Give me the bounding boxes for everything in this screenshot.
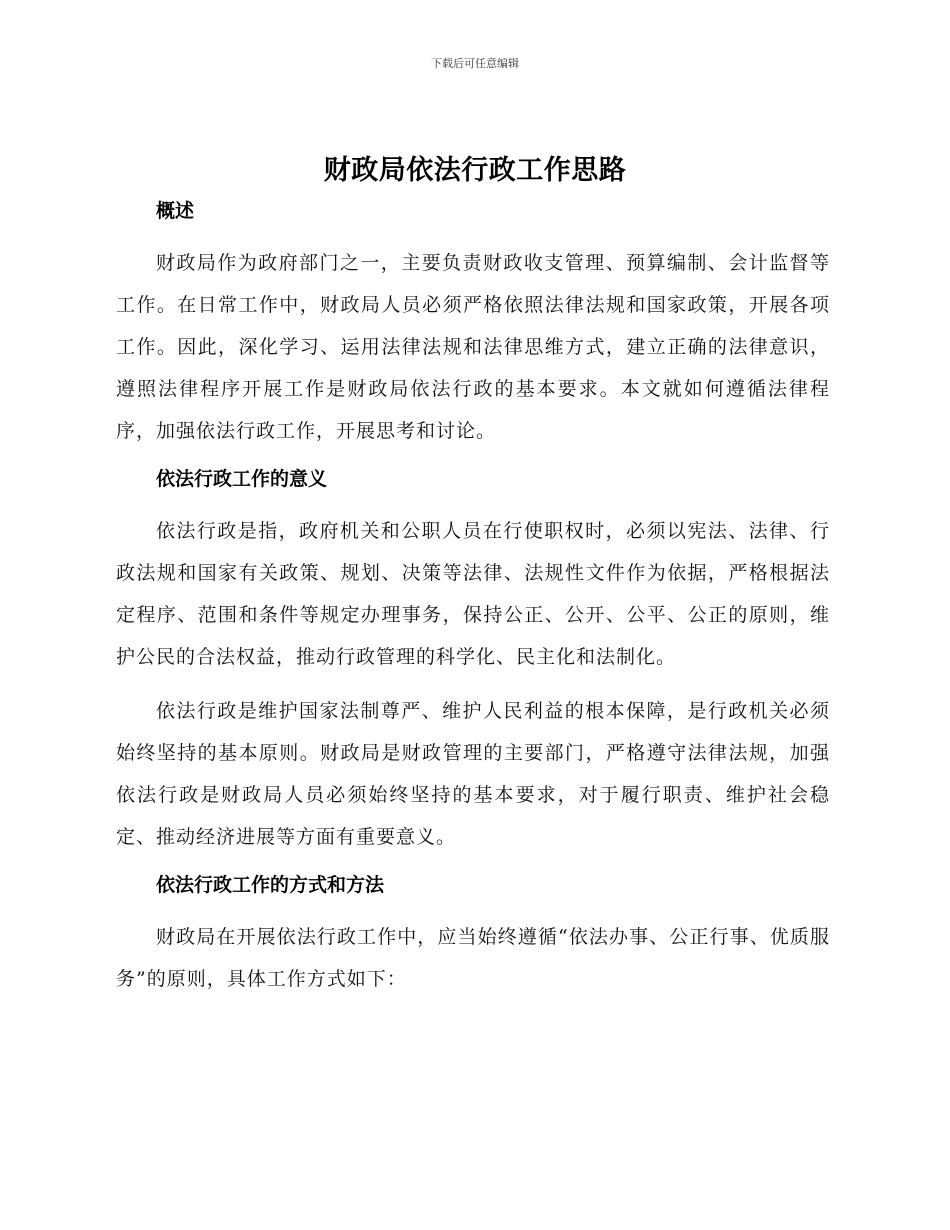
paragraph: 财政局作为政府部门之一，主要负责财政收支管理、预算编制、会计监督等工作。在日常工作中，财政局人员必须严格依照法律法规和国家政策，开展各项工作。因此，深化学习、运用法律法规和法律思维方式，建立正确的法律意识，遵照法律程序开展工作是财政局依法行政的基本要求。本文就如何遵循法律程序，加强依法行政工作，开展思考和讨论。: [116, 252, 830, 442]
section-significance: [116, 464, 830, 858]
section-heading: 概述: [156, 200, 195, 222]
document-title: 财政局依法行政工作思路: [323, 155, 627, 186]
paragraph: 依法行政是指，政府机关和公职人员在行使职权时，必须以宪法、法律、行政法规和国家有关政策、规划、决策等法律、法规性文件作为依据，严格根据法定程序、范围和条件等规定办理事务，保持公正、公开、公平、公正的原则，维护公民的合法权益，推动行政管理的科学化、民主化和法制化。: [116, 520, 830, 668]
document-body: [116, 196, 830, 1012]
section-methods: [116, 870, 830, 1000]
header-note: 下载后可任意编辑: [431, 57, 519, 70]
paragraph: 财政局在开展依法行政工作中，应当始终遵循“依法办事、公正行事、优质服务”的原则，具体工作方式如下：: [116, 926, 830, 990]
section-overview: [116, 196, 830, 452]
section-heading: 依法行政工作的方式和方法: [156, 874, 385, 896]
paragraph: 依法行政是维护国家法制尊严、维护人民利益的根本保障，是行政机关必须始终坚持的基本原则。财政局是财政管理的主要部门，严格遵守法律法规，加强依法行政是财政局人员必须始终坚持的基本要求，对于履行职责、维护社会稳定、推动经济进展等方面有重要意义。: [116, 700, 830, 848]
section-heading: 依法行政工作的意义: [156, 468, 328, 490]
